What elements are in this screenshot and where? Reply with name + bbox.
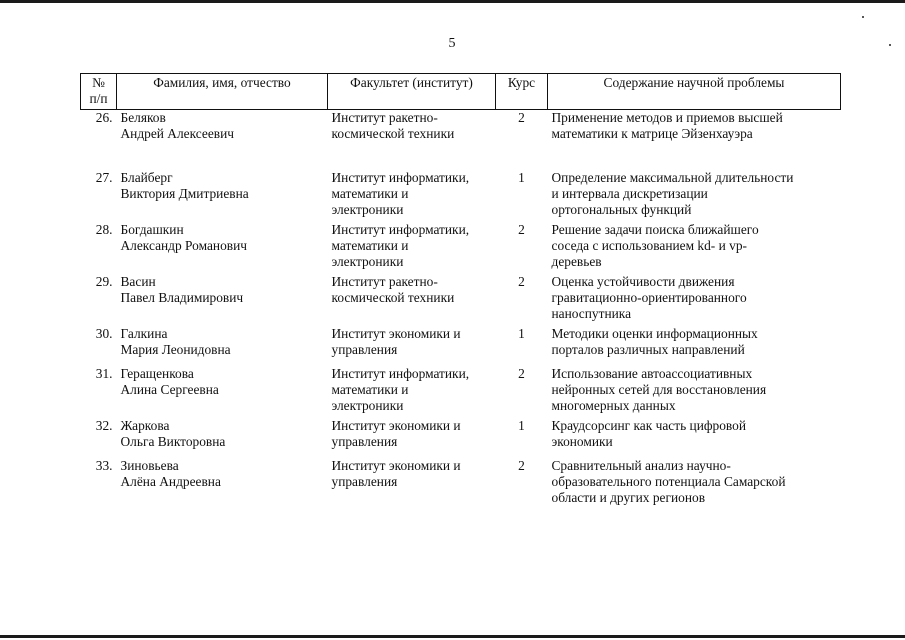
topic-line: Определение максимальной длительности <box>551 170 794 185</box>
faculty <box>328 170 496 222</box>
scan-edge-top <box>0 0 905 3</box>
row-number: 28. <box>95 222 113 237</box>
faculty-line: электроники <box>331 202 404 217</box>
topic-line: гравитационно-ориентированного <box>551 290 747 305</box>
faculty-line: математики и <box>331 186 409 201</box>
table-row <box>81 110 841 171</box>
topic-line: и интервала дискретизации <box>551 186 708 201</box>
faculty-line: Институт информатики, <box>331 366 470 381</box>
faculty <box>328 222 496 274</box>
student-name <box>117 170 328 222</box>
student-given-name: Павел Владимирович <box>120 290 244 305</box>
research-topic <box>548 110 841 171</box>
topic-line: экономики <box>551 434 613 449</box>
topic-line: образовательного потенциала Самарской <box>551 474 786 489</box>
course: 1 <box>518 418 525 433</box>
faculty-line: космической техники <box>331 126 455 141</box>
table-header <box>81 74 841 110</box>
table-body <box>81 110 841 511</box>
faculty <box>328 418 496 458</box>
row-number: 26. <box>95 110 113 125</box>
faculty-line: электроники <box>331 398 404 413</box>
student-surname: Беляков <box>120 110 166 125</box>
student-given-name: Мария Леонидовна <box>120 342 231 357</box>
topic-line: соседа с использованием kd- и vp- <box>551 238 747 253</box>
topic-line: деревьев <box>551 254 602 269</box>
faculty-line: математики и <box>331 382 409 397</box>
course: 1 <box>518 326 525 341</box>
row-number: 30. <box>95 326 113 341</box>
header-num <box>81 74 117 110</box>
faculty-line: Институт информатики, <box>331 170 470 185</box>
row-number: 33. <box>95 458 113 473</box>
student-given-name: Андрей Алексеевич <box>120 126 234 141</box>
scan-speck <box>862 16 864 18</box>
row-number: 29. <box>95 274 113 289</box>
topic-line: наноспутника <box>551 306 632 321</box>
faculty <box>328 110 496 171</box>
header-num-line: п/п <box>89 91 108 106</box>
table-row <box>81 274 841 326</box>
faculty-line: Институт ракетно- <box>331 110 438 125</box>
scan-edge-bottom <box>0 635 905 638</box>
faculty <box>328 366 496 418</box>
research-topic <box>548 326 841 366</box>
scan-speck <box>889 44 891 46</box>
header-faculty: Факультет (институт) <box>328 74 496 110</box>
student-surname: Васин <box>120 274 156 289</box>
student-name <box>117 366 328 418</box>
faculty-line: электроники <box>331 254 404 269</box>
topic-line: многомерных данных <box>551 398 676 413</box>
student-name <box>117 458 328 510</box>
research-topic <box>548 170 841 222</box>
student-name <box>117 110 328 171</box>
students-table <box>80 73 841 510</box>
faculty-line: Институт информатики, <box>331 222 470 237</box>
row-number: 32. <box>95 418 113 433</box>
student-given-name: Алина Сергеевна <box>120 382 219 397</box>
table-row <box>81 458 841 510</box>
header-course: Курс <box>496 74 548 110</box>
student-given-name: Алёна Андреевна <box>120 474 221 489</box>
faculty-line: управления <box>331 474 398 489</box>
student-name <box>117 222 328 274</box>
topic-line: Методики оценки информационных <box>551 326 758 341</box>
student-surname: Жаркова <box>120 418 170 433</box>
course: 2 <box>518 366 525 381</box>
faculty-line: математики и <box>331 238 409 253</box>
research-topic <box>548 222 841 274</box>
table-row <box>81 170 841 222</box>
course: 2 <box>518 222 525 237</box>
student-given-name: Александр Романович <box>120 238 248 253</box>
topic-line: Краудсорсинг как часть цифровой <box>551 418 747 433</box>
table-row <box>81 222 841 274</box>
page-number: 5 <box>448 36 456 51</box>
research-topic <box>548 418 841 458</box>
faculty-line: управления <box>331 434 398 449</box>
student-name <box>117 326 328 366</box>
student-surname: Галкина <box>120 326 168 341</box>
row-number: 27. <box>95 170 113 185</box>
header-topic: Содержание научной проблемы <box>548 74 841 110</box>
faculty <box>328 274 496 326</box>
student-given-name: Виктория Дмитриевна <box>120 186 249 201</box>
research-topic <box>548 274 841 326</box>
header-num-line: № <box>92 75 105 90</box>
student-surname: Геращенкова <box>120 366 194 381</box>
topic-line: Использование автоассоциативных <box>551 366 753 381</box>
faculty-line: космической техники <box>331 290 455 305</box>
faculty-line: управления <box>331 342 398 357</box>
research-topic <box>548 366 841 418</box>
student-surname: Блайберг <box>120 170 173 185</box>
faculty <box>328 326 496 366</box>
topic-line: ортогональных функций <box>551 202 692 217</box>
course: 2 <box>518 110 525 125</box>
topic-line: Применение методов и приемов высшей <box>551 110 783 125</box>
faculty-line: Институт ракетно- <box>331 274 438 289</box>
course: 2 <box>518 274 525 289</box>
student-surname: Зиновьева <box>120 458 179 473</box>
faculty-line: Институт экономики и <box>331 326 461 341</box>
student-name <box>117 418 328 458</box>
faculty <box>328 458 496 510</box>
table-row <box>81 326 841 366</box>
topic-line: Сравнительный анализ научно- <box>551 458 731 473</box>
research-topic <box>548 458 841 510</box>
student-name <box>117 274 328 326</box>
course: 1 <box>518 170 525 185</box>
course: 2 <box>518 458 525 473</box>
topic-line: Решение задачи поиска ближайшего <box>551 222 759 237</box>
table-row <box>81 418 841 458</box>
student-surname: Богдашкин <box>120 222 184 237</box>
faculty-line: Институт экономики и <box>331 458 461 473</box>
topic-line: области и других регионов <box>551 490 706 505</box>
header-name: Фамилия, имя, отчество <box>117 74 328 110</box>
row-number: 31. <box>95 366 113 381</box>
topic-line: порталов различных направлений <box>551 342 745 357</box>
topic-line: Оценка устойчивости движения <box>551 274 735 289</box>
student-given-name: Ольга Викторовна <box>120 434 226 449</box>
faculty-line: Институт экономики и <box>331 418 461 433</box>
topic-line: математики к матрице Эйзенхауэра <box>551 126 753 141</box>
table-row <box>81 366 841 418</box>
topic-line: нейронных сетей для восстановления <box>551 382 767 397</box>
